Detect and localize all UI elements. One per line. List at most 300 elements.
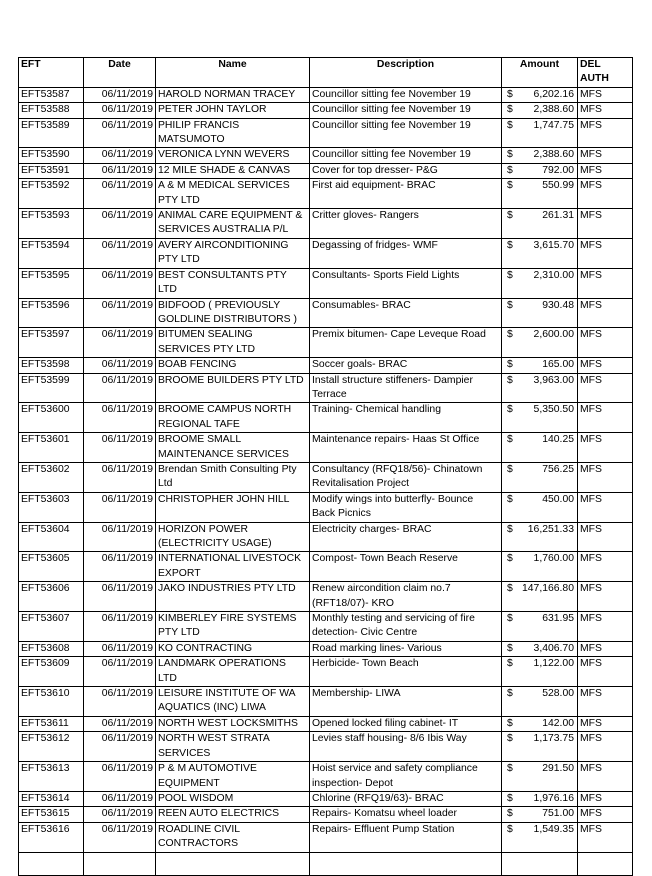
currency-symbol: $ bbox=[507, 359, 513, 371]
cell-del-auth: MFS bbox=[578, 433, 633, 463]
cell-description: First aid equipment- BRAC bbox=[310, 179, 502, 209]
cell-del-auth: MFS bbox=[578, 716, 633, 731]
table-header-row bbox=[19, 58, 633, 88]
cell-amount bbox=[502, 657, 578, 687]
currency-symbol: $ bbox=[507, 329, 513, 341]
cell-date: 06/11/2019 bbox=[84, 641, 156, 656]
cell-eft: EFT53602 bbox=[19, 462, 84, 492]
amount-wrap bbox=[505, 358, 574, 372]
amount-wrap bbox=[505, 792, 574, 806]
cell-date: 06/11/2019 bbox=[84, 209, 156, 239]
cell-del-auth: MFS bbox=[578, 582, 633, 612]
cell-eft: EFT53613 bbox=[19, 762, 84, 792]
cell-amount bbox=[502, 148, 578, 163]
table-row bbox=[19, 328, 633, 358]
cell-description: Membership- LIWA bbox=[310, 687, 502, 717]
amount-value: 1,122.00 bbox=[533, 658, 574, 670]
table-row bbox=[19, 732, 633, 762]
header-date: Date bbox=[84, 58, 156, 88]
cell-description: Repairs- Komatsu wheel loader bbox=[310, 807, 502, 822]
amount-value: 291.50 bbox=[542, 763, 574, 775]
amount-value: 3,615.70 bbox=[533, 239, 574, 251]
cell-amount bbox=[502, 762, 578, 792]
currency-symbol: $ bbox=[507, 823, 513, 835]
amount-wrap bbox=[505, 823, 574, 837]
cell-amount bbox=[502, 732, 578, 762]
amount-wrap bbox=[505, 88, 574, 102]
cell-eft: EFT53608 bbox=[19, 641, 84, 656]
amount-wrap bbox=[505, 239, 574, 253]
cell-amount bbox=[502, 687, 578, 717]
cell-name: BROOME SMALL MAINTENANCE SERVICES bbox=[156, 433, 310, 463]
cell-date: 06/11/2019 bbox=[84, 298, 156, 328]
currency-symbol: $ bbox=[507, 434, 513, 446]
cell-name: BIDFOOD ( PREVIOUSLY GOLDLINE DISTRIBUTORS ) bbox=[156, 298, 310, 328]
cell-del-auth: MFS bbox=[578, 807, 633, 822]
amount-value: 147,166.80 bbox=[521, 583, 574, 595]
cell-name: BOAB FENCING bbox=[156, 358, 310, 373]
cell-date: 06/11/2019 bbox=[84, 403, 156, 433]
currency-symbol: $ bbox=[507, 642, 513, 654]
cell-description: Levies staff housing- 8/6 Ibis Way bbox=[310, 732, 502, 762]
cell-eft: EFT53604 bbox=[19, 522, 84, 552]
cell-del-auth: MFS bbox=[578, 762, 633, 792]
cell-amount bbox=[502, 358, 578, 373]
cell-eft: EFT53606 bbox=[19, 582, 84, 612]
currency-symbol: $ bbox=[507, 808, 513, 820]
table-row bbox=[19, 103, 633, 118]
cell-date: 06/11/2019 bbox=[84, 822, 156, 852]
currency-symbol: $ bbox=[507, 792, 513, 804]
cell-empty bbox=[310, 852, 502, 875]
cell-description: Consultants- Sports Field Lights bbox=[310, 268, 502, 298]
cell-date: 06/11/2019 bbox=[84, 103, 156, 118]
cell-date: 06/11/2019 bbox=[84, 791, 156, 806]
cell-name: VERONICA LYNN WEVERS bbox=[156, 148, 310, 163]
table-row bbox=[19, 403, 633, 433]
cell-empty bbox=[578, 852, 633, 875]
cell-eft: EFT53616 bbox=[19, 822, 84, 852]
currency-symbol: $ bbox=[507, 180, 513, 192]
amount-value: 631.95 bbox=[542, 613, 574, 625]
amount-value: 2,388.60 bbox=[533, 149, 574, 161]
cell-eft: EFT53609 bbox=[19, 657, 84, 687]
amount-wrap bbox=[505, 523, 574, 537]
cell-eft: EFT53598 bbox=[19, 358, 84, 373]
currency-symbol: $ bbox=[507, 763, 513, 775]
currency-symbol: $ bbox=[507, 374, 513, 386]
cell-name: JAKO INDUSTRIES PTY LTD bbox=[156, 582, 310, 612]
table-row bbox=[19, 687, 633, 717]
cell-amount bbox=[502, 238, 578, 268]
cell-amount bbox=[502, 163, 578, 178]
cell-date: 06/11/2019 bbox=[84, 462, 156, 492]
amount-value: 3,406.70 bbox=[533, 642, 574, 654]
cell-description: Consumables- BRAC bbox=[310, 298, 502, 328]
cell-eft: EFT53587 bbox=[19, 87, 84, 102]
amount-wrap bbox=[505, 119, 574, 133]
cell-eft: EFT53610 bbox=[19, 687, 84, 717]
currency-symbol: $ bbox=[507, 164, 513, 176]
cell-date: 06/11/2019 bbox=[84, 807, 156, 822]
amount-value: 140.25 bbox=[542, 434, 574, 446]
cell-del-auth: MFS bbox=[578, 298, 633, 328]
amount-wrap bbox=[505, 103, 574, 117]
cell-amount bbox=[502, 87, 578, 102]
cell-amount bbox=[502, 492, 578, 522]
cell-description: Herbicide- Town Beach bbox=[310, 657, 502, 687]
cell-amount bbox=[502, 612, 578, 642]
cell-eft: EFT53603 bbox=[19, 492, 84, 522]
cell-eft: EFT53589 bbox=[19, 118, 84, 148]
header-amount: Amount bbox=[502, 58, 578, 88]
cell-amount bbox=[502, 822, 578, 852]
amount-value: 550.99 bbox=[542, 180, 574, 192]
currency-symbol: $ bbox=[507, 613, 513, 625]
amount-wrap bbox=[505, 328, 574, 342]
currency-symbol: $ bbox=[507, 493, 513, 505]
cell-name: ANIMAL CARE EQUIPMENT & SERVICES AUSTRALIA P/L bbox=[156, 209, 310, 239]
cell-name: BITUMEN SEALING SERVICES PTY LTD bbox=[156, 328, 310, 358]
cell-name: 12 MILE SHADE & CANVAS bbox=[156, 163, 310, 178]
cell-description: Road marking lines- Various bbox=[310, 641, 502, 656]
header-description: Description bbox=[310, 58, 502, 88]
amount-wrap bbox=[505, 403, 574, 417]
cell-del-auth: MFS bbox=[578, 163, 633, 178]
cell-date: 06/11/2019 bbox=[84, 87, 156, 102]
amount-value: 2,600.00 bbox=[533, 329, 574, 341]
cell-description: Councillor sitting fee November 19 bbox=[310, 118, 502, 148]
cell-eft: EFT53605 bbox=[19, 552, 84, 582]
amount-value: 16,251.33 bbox=[527, 523, 574, 535]
cell-date: 06/11/2019 bbox=[84, 328, 156, 358]
table-row bbox=[19, 358, 633, 373]
amount-value: 1,173.75 bbox=[533, 733, 574, 745]
cell-description: Monthly testing and servicing of fire detection- Civic Centre bbox=[310, 612, 502, 642]
amount-value: 930.48 bbox=[542, 299, 574, 311]
cell-eft: EFT53615 bbox=[19, 807, 84, 822]
cell-date: 06/11/2019 bbox=[84, 657, 156, 687]
amount-wrap bbox=[505, 164, 574, 178]
cell-date: 06/11/2019 bbox=[84, 238, 156, 268]
cell-name: PHILIP FRANCIS MATSUMOTO bbox=[156, 118, 310, 148]
table-body bbox=[19, 87, 633, 875]
table-row bbox=[19, 238, 633, 268]
table-row bbox=[19, 148, 633, 163]
table-row bbox=[19, 373, 633, 403]
header-eft: EFT bbox=[19, 58, 84, 88]
cell-description: Soccer goals- BRAC bbox=[310, 358, 502, 373]
cell-description: Opened locked filing cabinet- IT bbox=[310, 716, 502, 731]
cell-description: Consultancy (RFQ18/56)- Chinatown Revitalisation Project bbox=[310, 462, 502, 492]
cell-description: Modify wings into butterfly- Bounce Back Picnics bbox=[310, 492, 502, 522]
amount-wrap bbox=[505, 687, 574, 701]
cell-date: 06/11/2019 bbox=[84, 552, 156, 582]
cell-name: LEISURE INSTITUTE OF WA AQUATICS (INC) LIWA bbox=[156, 687, 310, 717]
cell-description: Hoist service and safety compliance inspection- Depot bbox=[310, 762, 502, 792]
cell-del-auth: MFS bbox=[578, 822, 633, 852]
cell-eft: EFT53601 bbox=[19, 433, 84, 463]
cell-name: BROOME CAMPUS NORTH REGIONAL TAFE bbox=[156, 403, 310, 433]
cell-description: Install structure stiffeners- Dampier Terrace bbox=[310, 373, 502, 403]
cell-name: PETER JOHN TAYLOR bbox=[156, 103, 310, 118]
cell-amount bbox=[502, 103, 578, 118]
cell-empty bbox=[84, 852, 156, 875]
amount-wrap bbox=[505, 582, 574, 596]
table-row bbox=[19, 492, 633, 522]
amount-value: 5,350.50 bbox=[533, 404, 574, 416]
cell-name: HORIZON POWER (ELECTRICITY USAGE) bbox=[156, 522, 310, 552]
currency-symbol: $ bbox=[507, 463, 513, 475]
amount-value: 450.00 bbox=[542, 493, 574, 505]
cell-date: 06/11/2019 bbox=[84, 148, 156, 163]
cell-eft: EFT53592 bbox=[19, 179, 84, 209]
cell-date: 06/11/2019 bbox=[84, 762, 156, 792]
cell-amount bbox=[502, 298, 578, 328]
cell-eft: EFT53594 bbox=[19, 238, 84, 268]
cell-eft: EFT53596 bbox=[19, 298, 84, 328]
cell-description: Renew aircondition claim no.7 (RFT18/07)- KRO bbox=[310, 582, 502, 612]
currency-symbol: $ bbox=[507, 210, 513, 222]
table-row bbox=[19, 268, 633, 298]
cell-description: Councillor sitting fee November 19 bbox=[310, 148, 502, 163]
cell-date: 06/11/2019 bbox=[84, 612, 156, 642]
cell-date: 06/11/2019 bbox=[84, 582, 156, 612]
table-row bbox=[19, 87, 633, 102]
amount-wrap bbox=[505, 657, 574, 671]
amount-wrap bbox=[505, 762, 574, 776]
cell-description: Maintenance repairs- Haas St Office bbox=[310, 433, 502, 463]
amount-wrap bbox=[505, 642, 574, 656]
currency-symbol: $ bbox=[507, 269, 513, 281]
table-row-empty bbox=[19, 852, 633, 875]
cell-eft: EFT53599 bbox=[19, 373, 84, 403]
amount-wrap bbox=[505, 374, 574, 388]
cell-eft: EFT53593 bbox=[19, 209, 84, 239]
cell-del-auth: MFS bbox=[578, 373, 633, 403]
cell-del-auth: MFS bbox=[578, 641, 633, 656]
amount-value: 2,310.00 bbox=[533, 269, 574, 281]
table-row bbox=[19, 822, 633, 852]
table-row bbox=[19, 298, 633, 328]
cell-name: CHRISTOPHER JOHN HILL bbox=[156, 492, 310, 522]
cell-name: BROOME BUILDERS PTY LTD bbox=[156, 373, 310, 403]
cell-del-auth: MFS bbox=[578, 118, 633, 148]
currency-symbol: $ bbox=[507, 658, 513, 670]
cell-eft: EFT53611 bbox=[19, 716, 84, 731]
table-row bbox=[19, 762, 633, 792]
cell-description: Chlorine (RFQ19/63)- BRAC bbox=[310, 791, 502, 806]
table-row bbox=[19, 552, 633, 582]
cell-name: AVERY AIRCONDITIONING PTY LTD bbox=[156, 238, 310, 268]
cell-eft: EFT53597 bbox=[19, 328, 84, 358]
amount-value: 1,549.35 bbox=[533, 823, 574, 835]
cell-description: Premix bitumen- Cape Leveque Road bbox=[310, 328, 502, 358]
cell-eft: EFT53600 bbox=[19, 403, 84, 433]
currency-symbol: $ bbox=[507, 239, 513, 251]
cell-name: BEST CONSULTANTS PTY LTD bbox=[156, 268, 310, 298]
currency-symbol: $ bbox=[507, 553, 513, 565]
cell-name: LANDMARK OPERATIONS LTD bbox=[156, 657, 310, 687]
table-row bbox=[19, 657, 633, 687]
table-row bbox=[19, 462, 633, 492]
cell-amount bbox=[502, 522, 578, 552]
cell-amount bbox=[502, 328, 578, 358]
amount-wrap bbox=[505, 179, 574, 193]
cell-date: 06/11/2019 bbox=[84, 433, 156, 463]
cell-date: 06/11/2019 bbox=[84, 118, 156, 148]
table-row bbox=[19, 791, 633, 806]
cell-empty bbox=[156, 852, 310, 875]
cell-date: 06/11/2019 bbox=[84, 358, 156, 373]
table-row bbox=[19, 612, 633, 642]
currency-symbol: $ bbox=[507, 299, 513, 311]
cell-del-auth: MFS bbox=[578, 238, 633, 268]
currency-symbol: $ bbox=[507, 104, 513, 116]
amount-value: 3,963.00 bbox=[533, 374, 574, 386]
cell-name: INTERNATIONAL LIVESTOCK EXPORT bbox=[156, 552, 310, 582]
cell-name: KO CONTRACTING bbox=[156, 641, 310, 656]
cell-date: 06/11/2019 bbox=[84, 268, 156, 298]
cell-name: ROADLINE CIVIL CONTRACTORS bbox=[156, 822, 310, 852]
amount-value: 528.00 bbox=[542, 688, 574, 700]
cell-amount bbox=[502, 641, 578, 656]
currency-symbol: $ bbox=[507, 523, 513, 535]
cell-amount bbox=[502, 582, 578, 612]
amount-wrap bbox=[505, 148, 574, 162]
amount-wrap bbox=[505, 209, 574, 223]
cell-description: Critter gloves- Rangers bbox=[310, 209, 502, 239]
cell-del-auth: MFS bbox=[578, 403, 633, 433]
cell-del-auth: MFS bbox=[578, 612, 633, 642]
cell-del-auth: MFS bbox=[578, 791, 633, 806]
cell-amount bbox=[502, 462, 578, 492]
cell-del-auth: MFS bbox=[578, 179, 633, 209]
table-row bbox=[19, 163, 633, 178]
cell-description: Degassing of fridges- WMF bbox=[310, 238, 502, 268]
cell-name: HAROLD NORMAN TRACEY bbox=[156, 87, 310, 102]
amount-wrap bbox=[505, 807, 574, 821]
amount-wrap bbox=[505, 552, 574, 566]
cell-del-auth: MFS bbox=[578, 87, 633, 102]
cell-amount bbox=[502, 118, 578, 148]
amount-wrap bbox=[505, 433, 574, 447]
cell-del-auth: MFS bbox=[578, 209, 633, 239]
cell-del-auth: MFS bbox=[578, 522, 633, 552]
currency-symbol: $ bbox=[507, 583, 513, 595]
cell-eft: EFT53612 bbox=[19, 732, 84, 762]
cell-del-auth: MFS bbox=[578, 103, 633, 118]
cell-eft: EFT53595 bbox=[19, 268, 84, 298]
table-row bbox=[19, 118, 633, 148]
table-row bbox=[19, 522, 633, 552]
header-name: Name bbox=[156, 58, 310, 88]
amount-value: 756.25 bbox=[542, 463, 574, 475]
amount-value: 1,747.75 bbox=[533, 119, 574, 131]
header-del-auth: DEL AUTH bbox=[578, 58, 633, 88]
table-row bbox=[19, 716, 633, 731]
cell-amount bbox=[502, 179, 578, 209]
cell-date: 06/11/2019 bbox=[84, 522, 156, 552]
cell-name: NORTH WEST LOCKSMITHS bbox=[156, 716, 310, 731]
cell-del-auth: MFS bbox=[578, 687, 633, 717]
cell-description: Cover for top dresser- P&G bbox=[310, 163, 502, 178]
table-row bbox=[19, 209, 633, 239]
cell-name: REEN AUTO ELECTRICS bbox=[156, 807, 310, 822]
cell-del-auth: MFS bbox=[578, 268, 633, 298]
amount-value: 1,976.16 bbox=[533, 792, 574, 804]
amount-value: 6,202.16 bbox=[533, 88, 574, 100]
amount-value: 1,760.00 bbox=[533, 553, 574, 565]
cell-del-auth: MFS bbox=[578, 552, 633, 582]
cell-del-auth: MFS bbox=[578, 657, 633, 687]
cell-eft: EFT53607 bbox=[19, 612, 84, 642]
cell-del-auth: MFS bbox=[578, 358, 633, 373]
amount-wrap bbox=[505, 299, 574, 313]
payments-table bbox=[18, 57, 633, 876]
cell-del-auth: MFS bbox=[578, 328, 633, 358]
amount-wrap bbox=[505, 463, 574, 477]
cell-amount bbox=[502, 716, 578, 731]
cell-name: P & M AUTOMOTIVE EQUIPMENT bbox=[156, 762, 310, 792]
cell-date: 06/11/2019 bbox=[84, 716, 156, 731]
amount-wrap bbox=[505, 269, 574, 283]
cell-eft: EFT53590 bbox=[19, 148, 84, 163]
cell-amount bbox=[502, 268, 578, 298]
currency-symbol: $ bbox=[507, 404, 513, 416]
table-row bbox=[19, 807, 633, 822]
cell-description: Electricity charges- BRAC bbox=[310, 522, 502, 552]
amount-wrap bbox=[505, 732, 574, 746]
amount-wrap bbox=[505, 493, 574, 507]
cell-name: POOL WISDOM bbox=[156, 791, 310, 806]
cell-amount bbox=[502, 433, 578, 463]
cell-date: 06/11/2019 bbox=[84, 732, 156, 762]
amount-value: 165.00 bbox=[542, 359, 574, 371]
amount-value: 751.00 bbox=[542, 808, 574, 820]
cell-amount bbox=[502, 791, 578, 806]
cell-amount bbox=[502, 552, 578, 582]
cell-amount bbox=[502, 807, 578, 822]
cell-eft: EFT53614 bbox=[19, 791, 84, 806]
cell-description: Councillor sitting fee November 19 bbox=[310, 87, 502, 102]
cell-name: NORTH WEST STRATA SERVICES bbox=[156, 732, 310, 762]
cell-del-auth: MFS bbox=[578, 148, 633, 163]
amount-value: 261.31 bbox=[542, 210, 574, 222]
cell-date: 06/11/2019 bbox=[84, 373, 156, 403]
table-row bbox=[19, 433, 633, 463]
cell-name: KIMBERLEY FIRE SYSTEMS PTY LTD bbox=[156, 612, 310, 642]
table-row bbox=[19, 641, 633, 656]
payments-document bbox=[18, 57, 632, 876]
currency-symbol: $ bbox=[507, 688, 513, 700]
cell-empty bbox=[19, 852, 84, 875]
cell-date: 06/11/2019 bbox=[84, 492, 156, 522]
amount-value: 2,388.60 bbox=[533, 104, 574, 116]
amount-wrap bbox=[505, 612, 574, 626]
cell-amount bbox=[502, 373, 578, 403]
cell-amount bbox=[502, 209, 578, 239]
cell-description: Compost- Town Beach Reserve bbox=[310, 552, 502, 582]
currency-symbol: $ bbox=[507, 88, 513, 100]
currency-symbol: $ bbox=[507, 733, 513, 745]
cell-description: Repairs- Effluent Pump Station bbox=[310, 822, 502, 852]
cell-date: 06/11/2019 bbox=[84, 687, 156, 717]
cell-del-auth: MFS bbox=[578, 732, 633, 762]
cell-eft: EFT53591 bbox=[19, 163, 84, 178]
cell-empty bbox=[502, 852, 578, 875]
cell-date: 06/11/2019 bbox=[84, 179, 156, 209]
